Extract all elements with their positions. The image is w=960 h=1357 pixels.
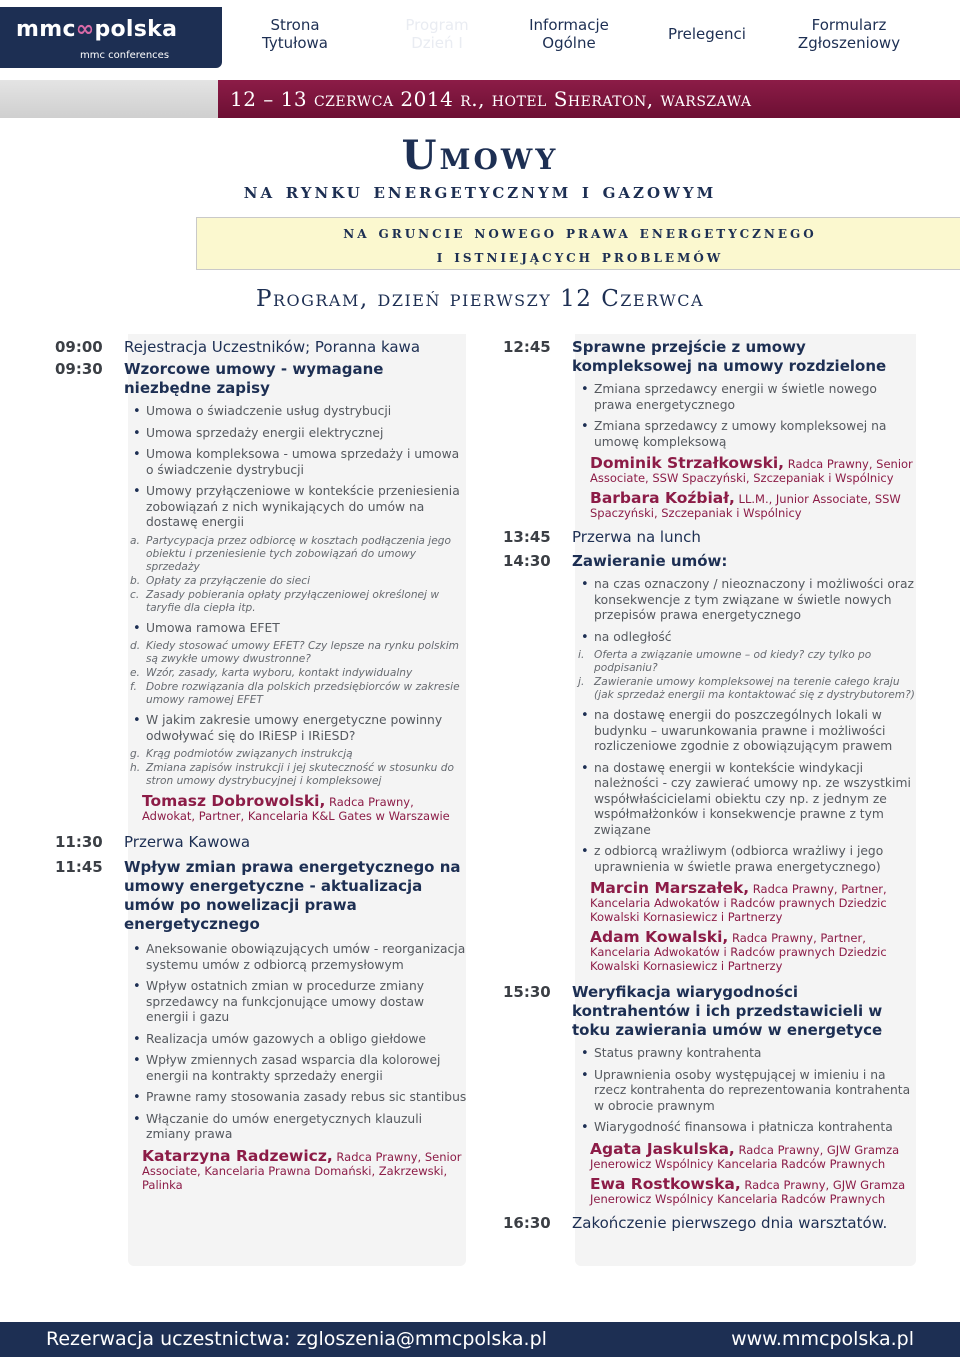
list-item: • Umowa sprzedaży energii elektrycznej (124, 426, 468, 442)
reservation-email-link[interactable]: Rezerwacja uczestnictwa: zgloszenia@mmcpolska.pl (46, 1328, 547, 1350)
speaker (590, 1139, 916, 1171)
topic-list (124, 404, 468, 531)
session-0930 (48, 360, 468, 829)
session-title: Wzorcowe umowy - wymagane niezbędne zapisy (124, 360, 384, 397)
speaker-affiliation: Radca Prawny, Partner, Kancelaria Adwokatów i Radców prawnych Dziedzic Kowalski Kornasiewicz i Partnerzy (590, 882, 887, 924)
mmc-polska-logo[interactable] (0, 7, 222, 68)
session-title: Sprawne przejście z umowy kompleksowej na umowy rozdzielone (572, 338, 887, 375)
top-navigation (0, 0, 960, 68)
list-item: • Aneksowanie obowiązujących umów - reorganizacja systemu umów z odbiorcą przemysłowym (124, 942, 468, 973)
list-item: • na czas oznaczony / nieoznaczony i możliwości oraz konsekwencje z tym związane w świetle nowych przepisów prawa energetycznego (572, 577, 916, 624)
subtitle-box-line-1: na gruncie nowego prawa energetycznego (343, 223, 817, 243)
session-1530 (496, 983, 916, 1212)
topic-list (572, 382, 916, 450)
speaker-name: Marcin Marszałek, (590, 879, 750, 897)
list-item: • Umowy przyłączeniowe w kontekście przeniesienia zobowiązań z nich wynikających do umów na dostawę energii (124, 484, 468, 531)
nav-formularz-zgloszeniowy[interactable]: Formularz Zgłoszeniowy (797, 16, 901, 52)
website-link[interactable]: www.mmcpolska.pl (731, 1328, 914, 1350)
session-1430 (496, 552, 916, 979)
list-item: • Umowa kompleksowa - umowa sprzedaży i umowa o świadczenie dystrybucji (124, 447, 468, 478)
list-item: • Wpływ ostatnich zmian w procedurze zmiany sprzedawcy na funkcjonujące umowy dostaw energii i gazu (124, 979, 468, 1026)
list-item: j. Zawieranie umowy kompleksowej na terenie całego kraju (jak sprzedaż energii ma kontaktować się z dystrybutorem?) (578, 676, 915, 701)
speaker-name: Dominik Strzałkowski, (590, 454, 785, 472)
list-item: • W jakim zakresie umowy energetyczne powinny odwoływać się do IRiESP i IRiESD? (124, 713, 468, 744)
session-1345 (496, 528, 916, 547)
left-column (48, 328, 468, 1198)
session-time: 13:45 (503, 528, 551, 546)
session-title: Przerwa na lunch (572, 528, 701, 546)
list-item: • Umowa ramowa EFET (124, 621, 468, 637)
nav-informacje-ogolne[interactable]: Informacje Ogólne (529, 16, 609, 52)
nav-program-dzien-1[interactable]: Program Dzień I (362, 0, 512, 68)
list-item: • Uprawnienia osoby występującej w imieniu i na rzecz kontrahenta do reprezentowania kontrahenta w obrocie prawnym (572, 1068, 916, 1115)
session-time: 12:45 (503, 338, 551, 356)
date-venue-text: 12 – 13 czerwca 2014 r., hotel Sheraton, warszawa (218, 80, 960, 118)
list-item: • na dostawę energii do poszczególnych lokali w budynku – uwarunkowania prawne i możliwości rozliczeniowe zgodnie z obowiązującym prawem (572, 708, 916, 755)
session-1130 (48, 833, 468, 852)
list-item: • na dostawę energii w kontekście windykacji należności - czy zawierać umowy np. ze wszystkimi współwłaścicielami obiektu czy np. z jednym ze współmałżonków i konsekwencje prawne z tym związane (572, 761, 916, 839)
subtopic-list (572, 649, 916, 702)
session-1145 (48, 858, 468, 1198)
session-time: 11:45 (55, 858, 103, 876)
session-1245 (496, 338, 916, 526)
speaker-name: Adam Kowalski, (590, 928, 729, 946)
session-1630 (496, 1214, 916, 1233)
session-title: Wpływ zmian prawa energetycznego na umowy energetyczne - aktualizacja umów po nowelizacji prawa energetycznego (124, 858, 461, 933)
page-subtitle: na rynku energetycznym i gazowym (243, 178, 717, 204)
session-time: 14:30 (503, 552, 551, 570)
speaker-affiliation: Radca Prawny, Senior Associate, SSW Spaczyński, Szczepaniak i Wspólnicy (590, 457, 913, 485)
speaker (590, 1174, 916, 1206)
right-column (496, 328, 916, 1233)
list-item: f. Dobre rozwiązania dla polskich przedsiębiorców w zakresie umowy ramowej EFET (130, 681, 460, 706)
speaker-name: Ewa Rostkowska, (590, 1174, 741, 1193)
speaker-affiliation: LL.M., Junior Associate, SSW Spaczyński, Szczepaniak i Wspólnicy (590, 492, 901, 520)
topic-list (124, 621, 468, 637)
date-bar-gray-segment (0, 80, 218, 118)
session-title: Weryfikacja wiarygodności kontrahentów i ich przedstawicieli w toku zawierania umów w energetyce (572, 983, 883, 1039)
list-item: g. Krąg podmiotów związanych instrukcją (130, 748, 353, 760)
list-item: e. Wzór, zasady, karta wyboru, kontakt indywidualny (130, 667, 413, 679)
topic-list (572, 708, 916, 875)
list-item: • Zmiana sprzedawcy energii w świetle nowego prawa energetycznego (572, 382, 916, 413)
list-item: • Wpływ zmiennych zasad wsparcia dla kolorowej energii na kontrakty sprzedaży energii (124, 1053, 468, 1084)
page-title: Umowy (401, 132, 559, 179)
speaker-affiliation: Radca Prawny, GJW Gramza Jenerowicz Wspólnicy Kancelaria Radców Prawnych (590, 1177, 906, 1206)
speaker-affiliation: Radca Prawny, Adwokat, Partner, Kancelaria K&L Gates w Warszawie (142, 795, 450, 823)
session-title: Zakończenie pierwszego dnia warsztatów. (572, 1213, 888, 1232)
list-item: • na odległość (572, 630, 916, 646)
session-time: 15:30 (503, 983, 551, 1001)
speaker (142, 794, 468, 823)
speaker (590, 456, 916, 485)
speaker-affiliation: Radca Prawny, Partner, Kancelaria Adwokatów i Radców prawnych Dziedzic Kowalski Kornasiewicz i Partnerzy (590, 931, 887, 973)
speaker (590, 930, 916, 973)
speaker-affiliation: Radca Prawny, Senior Associate, Kancelaria Prawna Domański, Zakrzewski, Palinka (142, 1149, 462, 1192)
topic-list (572, 577, 916, 645)
session-time: 16:30 (503, 1213, 551, 1232)
list-item: • Wiarygodność finansowa i płatnicza kontrahenta (572, 1120, 916, 1136)
session-0900 (48, 338, 468, 357)
subtopic-list (124, 535, 468, 615)
subtopic-list (124, 640, 468, 707)
list-item: c. Zasady pobierania opłaty przyłączeniowej określonej w taryfie dla ciepła itp. (130, 588, 440, 614)
speaker (590, 491, 916, 520)
list-item: h. Zmiana zapisów instrukcji i jej skuteczność w stosunku do stron umowy dystrybucyjnej i kompleksowej (130, 762, 454, 787)
speaker (142, 1146, 468, 1192)
list-item: i. Oferta a związanie umowne – od kiedy? czy tylko po podpisaniu? (578, 649, 872, 674)
session-title: Przerwa Kawowa (124, 833, 251, 851)
subtitle-box-line-2: i istniejących problemów (436, 247, 724, 267)
subtitle-box (196, 217, 960, 270)
session-time: 09:30 (55, 360, 103, 378)
speaker-name: Katarzyna Radzewicz, (142, 1146, 333, 1165)
day-heading: Program, dzień pierwszy 12 Czerwca (255, 286, 705, 312)
list-item: b. Opłaty za przyłączenie do sieci (130, 574, 311, 587)
session-time: 09:00 (55, 338, 103, 356)
list-item: d. Kiedy stosować umowy EFET? Czy lepsze na rynku polskim są zwykłe umowy dwustronne? (130, 640, 459, 665)
list-item: a. Partycypacja przez odbiorcę w kosztach podłączenia jego obiektu i przeniesienie tych zobowiązań do umowy sprzedaży (130, 534, 451, 573)
session-time: 11:30 (55, 833, 103, 851)
footer-bar (0, 1322, 960, 1357)
speaker (590, 881, 916, 924)
list-item: • Umowa o świadczenie usług dystrybucji (124, 404, 468, 420)
topic-list (572, 1046, 916, 1136)
list-item: • Zmiana sprzedawcy z umowy kompleksowej na umowę kompleksową (572, 419, 916, 450)
session-title: Rejestracja Uczestników; Poranna kawa (124, 338, 421, 356)
logo-wordmark: mmc∞polska (16, 17, 178, 42)
speaker-name: Tomasz Dobrowolski, (142, 792, 326, 810)
nav-prelegenci[interactable]: Prelegenci (668, 25, 746, 43)
date-venue-bar (0, 80, 960, 118)
list-item: • Realizacja umów gazowych a obligo giełdowe (124, 1032, 468, 1048)
list-item: • Status prawny kontrahenta (572, 1046, 916, 1062)
topic-list (124, 713, 468, 744)
subtopic-list (124, 748, 468, 788)
nav-strona-tytulowa[interactable]: Strona Tytułowa (262, 16, 328, 52)
session-title: Zawieranie umów: (572, 552, 728, 570)
speaker-name: Barbara Koźbiał, (590, 489, 735, 507)
speaker-affiliation: Radca Prawny, GJW Gramza Jenerowicz Wspólnicy Kancelaria Radców Prawnych (590, 1142, 900, 1171)
list-item: • Prawne ramy stosowania zasady rebus sic stantibus (124, 1090, 468, 1106)
list-item: • Włączanie do umów energetycznych klauzuli zmiany prawa (124, 1112, 468, 1143)
topic-list (124, 942, 468, 1143)
logo-subtitle: mmc conferences (80, 50, 170, 61)
speaker-name: Agata Jaskulska, (590, 1139, 735, 1158)
list-item: • z odbiorcą wrażliwym (odbiorca wrażliwy i jego uprawnienia w świetle prawa energetycznego) (572, 844, 916, 875)
